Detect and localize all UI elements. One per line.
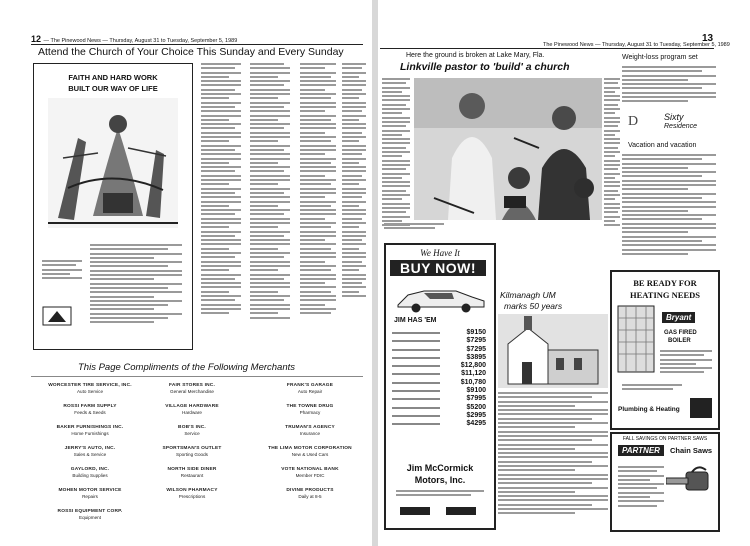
merchant-name: THE TOWNE DRUG — [286, 404, 334, 409]
car-price-list — [392, 329, 486, 429]
church-logo-icon — [42, 306, 72, 326]
heating-ad-address — [622, 384, 682, 396]
boiler-label: BOILER — [668, 338, 691, 344]
car-price: $7995 — [466, 395, 486, 403]
car-description-placeholder — [392, 390, 440, 392]
car-price: $7295 — [466, 345, 486, 353]
car-price: $3895 — [466, 353, 486, 361]
car-price-row — [392, 329, 486, 337]
dealer-name-line-1: Jim McCormick — [406, 463, 474, 473]
ad-side-text — [42, 260, 82, 290]
merchant-listing — [250, 383, 370, 395]
merchant-line: Hardware — [182, 410, 202, 415]
church-directory-col-2 — [250, 63, 290, 335]
merchant-name: SPORTSMAN'S OUTLET — [162, 446, 222, 451]
merchant-line: Pharmacy — [299, 410, 321, 415]
ad-copy-text — [90, 244, 182, 334]
car-price: $9100 — [466, 387, 486, 395]
car-description-placeholder — [392, 332, 440, 334]
merchant-name: GAYLORD, INC. — [70, 467, 110, 472]
church-directory-col-1 — [201, 63, 241, 331]
left-page-folio — [31, 34, 237, 44]
merchant-line: Service — [184, 431, 200, 436]
folio-rule — [380, 48, 714, 49]
gas-fired-label: GAS FIRED — [664, 330, 697, 336]
sixty-sub: Residence — [664, 123, 698, 130]
merchant-listing — [250, 488, 370, 500]
ad-headline-line-2: BUILT OUR WAY OF LIFE — [68, 84, 158, 93]
merchant-listing — [132, 467, 252, 479]
car-ad-subhead: JIM HAS 'EM — [394, 317, 437, 324]
weight-loss-text — [622, 66, 716, 106]
farm-illustration — [48, 98, 178, 228]
kilmanagh-headline-1: Kilmanagh UM — [500, 290, 556, 300]
merchant-line: Auto Service — [76, 389, 104, 394]
merchant-listing — [250, 467, 370, 479]
heating-company-name: Plumbing & Heating — [618, 406, 680, 413]
right-newspaper-page — [378, 0, 750, 546]
partner-logo: PARTNER — [618, 445, 664, 456]
car-price-row — [392, 337, 486, 345]
boiler-illustration — [616, 304, 656, 374]
page-number: 13 — [702, 33, 714, 44]
merchant-name: JERRY'S AUTO, INC. — [64, 446, 116, 451]
car-description-placeholder — [392, 382, 440, 384]
merchant-line: Repairs — [82, 494, 98, 499]
merchant-name: FRANK'S GARAGE — [286, 383, 334, 388]
chainsaw-ad-top: FALL SAVINGS ON PARTNER SAWS — [622, 436, 708, 442]
merchant-listing — [132, 488, 252, 500]
dealer-logo-mercury — [446, 507, 476, 515]
merchant-name: VILLAGE HARDWARE — [165, 404, 219, 409]
page-number: 12 — [31, 34, 42, 44]
car-price: $2995 — [466, 411, 486, 419]
merchant-name: VOTE NATIONAL BANK — [281, 467, 339, 472]
story-text-column — [382, 78, 410, 228]
merchant-line: Sporting Goods — [176, 452, 208, 457]
car-description-placeholder — [392, 340, 440, 342]
merchant-line: Equipment — [79, 515, 101, 520]
folio-line: — The Pinewood News — Thursday, August 31 to Tuesday, September 5, 1989 — [43, 38, 238, 44]
car-price: $7295 — [466, 337, 486, 345]
dealer-name-line-2: Motors, Inc. — [414, 475, 466, 485]
car-ad-headline: BUY NOW! — [390, 260, 486, 276]
car-description-placeholder — [392, 407, 440, 409]
dealer-logo-ford — [400, 507, 430, 515]
story-continued-text — [604, 78, 620, 228]
merchant-listing — [132, 383, 252, 395]
chainsaw-illustration — [666, 464, 714, 502]
car-price: $10,780 — [460, 378, 486, 386]
car-price-row — [392, 420, 486, 428]
car-ad-script: We Have It — [420, 248, 460, 258]
car-price: $9150 — [466, 329, 486, 336]
vacation-text — [622, 154, 716, 264]
merchant-listing — [250, 425, 370, 437]
kilmanagh-headline-2: marks 50 years — [504, 301, 563, 311]
church-group-photo — [414, 78, 602, 220]
merchant-line: New & Used Cars — [291, 452, 329, 457]
kilmanagh-story-text — [498, 392, 608, 522]
merchants-title: This Page Compliments of the Following Merchants — [78, 362, 296, 373]
car-price-row — [392, 362, 486, 370]
heating-ad-copy — [660, 350, 712, 380]
sixty-residence-logo: D Sixty Residence — [624, 112, 714, 136]
merchant-line: Insurance — [299, 431, 321, 436]
photo-caption — [384, 223, 444, 233]
car-price: $11,120 — [461, 370, 486, 378]
church-directory-col-4 — [342, 63, 366, 313]
merchant-name: WORCESTER TIRE SERVICE, INC. — [48, 383, 132, 388]
church-building-photo — [498, 314, 608, 388]
merchants-rule — [31, 376, 363, 377]
merchant-line: Prescriptions — [178, 494, 206, 499]
merchant-listing — [250, 446, 370, 458]
story-headline: Linkville pastor to 'build' a church — [400, 61, 570, 73]
vacation-headline: Vacation and vacation — [628, 142, 697, 149]
car-price-row — [392, 404, 486, 412]
merchant-name: BAKER FURNISHINGS INC. — [56, 425, 124, 430]
merchant-name: THE LIMA MOTOR CORPORATION — [268, 446, 352, 451]
chainsaw-tag: Chain Saws — [670, 446, 713, 455]
weight-loss-headline: Weight-loss program set — [622, 54, 698, 61]
chainsaw-ad — [610, 432, 720, 532]
folio-line: The Pinewood News — Thursday, August 31 to Tuesday, September 5, 1989 — [543, 42, 730, 48]
car-description-placeholder — [392, 365, 440, 367]
story-kicker: Here the ground is broken at Lake Mary, Fla. — [406, 52, 545, 59]
car-description-placeholder — [392, 373, 440, 375]
bryant-logo: Bryant — [662, 312, 695, 323]
car-price-row — [392, 346, 486, 354]
merchant-name: WILSON PHARMACY — [166, 488, 218, 493]
car-description-placeholder — [392, 357, 440, 359]
merchant-line: General Merchandise — [170, 389, 214, 394]
car-price-row — [392, 370, 486, 378]
church-ad — [33, 63, 193, 350]
car-price: $12,800 — [460, 362, 486, 370]
heating-ad — [610, 270, 720, 430]
heating-ad-line-1: BE READY FOR — [633, 278, 697, 288]
company-logo-icon — [690, 398, 712, 418]
merchant-line: Home Furnishings — [71, 431, 109, 436]
merchant-line: Member FDIC — [295, 473, 325, 478]
sixty-label: Sixty — [664, 112, 684, 122]
merchant-listing — [132, 425, 252, 437]
church-banner: Attend the Church of Your Choice This Sunday and Every Sunday — [38, 46, 344, 58]
car-price-row — [392, 354, 486, 362]
merchant-name: ROSSI FARM SUPPLY — [63, 404, 117, 409]
ad-headline-line-1: FAITH AND HARD WORK — [68, 73, 158, 82]
merchant-line: Building Supplies — [72, 473, 108, 478]
car-price-row — [392, 387, 486, 395]
car-dealer-ad — [384, 243, 496, 530]
merchant-listing — [132, 446, 252, 458]
chainsaw-ad-copy — [618, 466, 664, 516]
car-price-row — [392, 395, 486, 403]
church-directory-col-3 — [300, 63, 336, 331]
merchant-name: FAIR STORES INC. — [168, 383, 216, 388]
car-price-row — [392, 412, 486, 420]
car-illustration — [394, 285, 486, 313]
merchant-listing — [250, 404, 370, 416]
car-price-row — [392, 379, 486, 387]
merchant-line: Auto Repair — [297, 389, 323, 394]
merchant-name: NORTH SIDE DINER — [167, 467, 217, 472]
car-description-placeholder — [392, 423, 440, 425]
car-description-placeholder — [392, 415, 440, 417]
folio-rule — [31, 44, 363, 45]
heating-ad-line-2: HEATING NEEDS — [630, 290, 700, 300]
dealer-address — [396, 490, 484, 504]
merchant-name: DIVINE PRODUCTS — [286, 488, 334, 493]
merchant-listing — [30, 509, 150, 521]
merchant-line: Daily at 8-5 — [298, 494, 322, 499]
merchant-name: BOB'S INC. — [178, 425, 206, 430]
car-description-placeholder — [392, 398, 440, 400]
merchant-listing — [132, 404, 252, 416]
car-description-placeholder — [392, 349, 440, 351]
left-newspaper-page — [0, 0, 372, 546]
car-price: $4295 — [466, 420, 486, 428]
merchant-name: TRUMAN'S AGENCY — [285, 425, 335, 430]
merchant-line: Feeds & Seeds — [74, 410, 106, 415]
car-price: $5200 — [466, 403, 486, 411]
merchant-line: Restaurant — [180, 473, 204, 478]
merchant-name: ROSSI EQUIPMENT CORP. — [57, 509, 123, 514]
merchant-line: Sales & Service — [73, 452, 107, 457]
merchant-name: MOHEN MOTOR SERVICE — [58, 488, 122, 493]
